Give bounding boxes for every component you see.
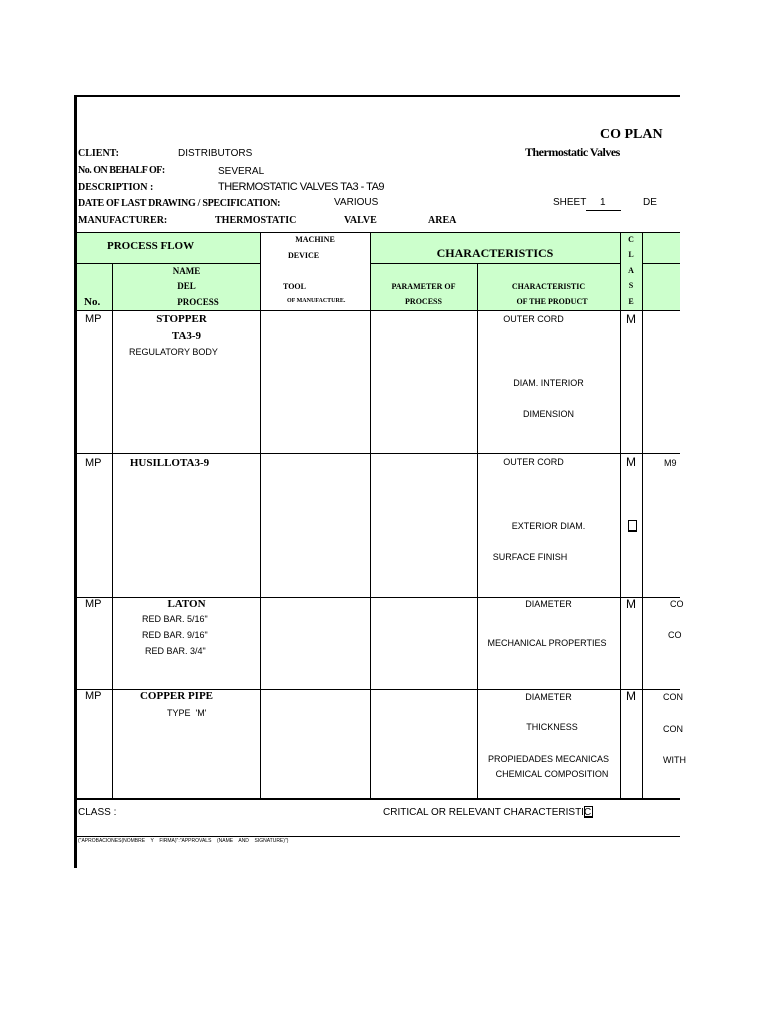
row4-extra-3: WITH — [663, 755, 686, 765]
row3-sub-2: RED BAR. 9/16" — [142, 630, 208, 640]
row1-bottom-line — [77, 453, 680, 454]
header-no: No. — [84, 296, 101, 308]
header-process-flow: PROCESS FLOW — [107, 240, 195, 252]
row3-extra-1: CO — [670, 599, 684, 609]
sheet-label: SHEET — [553, 197, 587, 208]
row4-sub-1: TYPE 'M' — [167, 708, 207, 718]
critical-label: CRITICAL OR RELEVANT CHARACTERISTIC — [383, 807, 592, 818]
header-tool: TOOL — [283, 282, 306, 291]
row2-no: MP — [85, 457, 102, 469]
col-line-clase-right — [642, 232, 643, 799]
page-left-border — [74, 95, 77, 868]
behalf-value: SEVERAL — [218, 166, 265, 177]
manufacturer-word2: VALVE — [344, 215, 377, 226]
row1-no: MP — [85, 313, 102, 325]
row4-char-1: DIAMETER — [525, 692, 572, 702]
description-label: DESCRIPTION : — [78, 182, 154, 193]
row4-extra-1: CON — [663, 692, 683, 702]
col-line-char — [477, 263, 478, 799]
date-value: VARIOUS — [334, 197, 379, 208]
sheet-of: DE — [643, 197, 657, 208]
behalf-label: No. ON BEHALF OF: — [78, 165, 165, 176]
sheet-underline — [586, 210, 621, 211]
manufacturer-word1: THERMOSTATIC — [215, 215, 297, 226]
description-value: THERMOSTATIC VALVES TA3 - TA9 — [218, 181, 385, 193]
page-subtitle: Thermostatic Valves — [525, 145, 620, 159]
col-line-param — [370, 232, 371, 799]
header-process: PROCESS — [177, 297, 219, 307]
manufacturer-word3: AREA — [428, 215, 457, 226]
header-name: NAME — [172, 266, 201, 276]
header-char-2: OF THE PRODUCT — [516, 297, 588, 306]
row3-class: M — [626, 597, 636, 611]
row1-name-2: TA3-9 — [171, 330, 202, 342]
table-bottom-line — [77, 798, 680, 800]
row1-name-1: STOPPER — [156, 313, 207, 325]
row1-char-3: DIMENSION — [522, 409, 574, 419]
header-clase-c: C — [628, 235, 634, 244]
row3-char-2: MECHANICAL PROPERTIES — [487, 638, 607, 648]
row3-sub-3: RED BAR. 3/4" — [145, 646, 206, 656]
header-char-1: CHARACTERISTIC — [511, 282, 586, 291]
header-param-2: PROCESS — [405, 297, 442, 306]
row3-extra-2: CO — [668, 630, 682, 640]
row3-no: MP — [85, 598, 102, 610]
row1-class: M — [626, 312, 636, 326]
client-label: CLIENT: — [78, 148, 119, 159]
row2-extra-1: M9 — [664, 458, 677, 468]
header-clase-e: E — [628, 297, 634, 306]
header-mid-line-left — [77, 263, 260, 264]
class-label: CLASS : — [78, 807, 117, 818]
client-value: DISTRIBUTORS — [178, 148, 253, 159]
header-param-1: PARAMETER OF — [391, 282, 456, 291]
col-line-name — [112, 263, 113, 799]
header-clase-s: S — [628, 281, 634, 290]
row2-char-3: SURFACE FINISH — [492, 552, 568, 562]
header-device: DEVICE — [288, 251, 320, 260]
row4-char-2: THICKNESS — [526, 722, 578, 732]
col-line-machine — [260, 232, 261, 799]
header-of-manufacture: OF MANUFACTURE. — [287, 298, 346, 304]
row4-class: M — [626, 689, 636, 703]
row2-class: M — [626, 455, 636, 469]
header-mid-line-far — [642, 263, 680, 264]
date-label: DATE OF LAST DRAWING / SPECIFICATION: — [78, 198, 281, 209]
row1-char-1: OUTER CORD — [503, 314, 564, 324]
table-top-line — [77, 232, 680, 233]
row3-sub-1: RED BAR. 5/16" — [142, 614, 208, 624]
manufacturer-label: MANUFACTURER: — [78, 215, 168, 226]
row3-char-1: DIAMETER — [525, 599, 572, 609]
row4-char-4: CHEMICAL COMPOSITION — [495, 769, 609, 779]
row4-name-1: COPPER PIPE — [139, 690, 214, 702]
row4-no: MP — [85, 690, 102, 702]
row2-critical-icon — [628, 517, 637, 535]
header-characteristics: CHARACTERISTICS — [436, 246, 554, 260]
footer-line — [77, 836, 680, 837]
row2-char-2: EXTERIOR DIAM. — [511, 521, 586, 531]
row2-name-1: HUSILLOTA3-9 — [129, 457, 210, 469]
sheet-value: 1 — [600, 197, 606, 208]
row2-char-1: OUTER CORD — [503, 457, 564, 467]
header-machine: MACHINE — [295, 235, 335, 244]
row3-name-1: LATON — [167, 598, 206, 610]
critical-icon — [584, 803, 593, 821]
page-title: CO PLAN — [600, 127, 663, 142]
row4-extra-2: CON — [663, 724, 683, 734]
header-bottom-line — [77, 310, 680, 311]
header-del: DEL — [177, 281, 196, 291]
row1-sub-1: REGULATORY BODY — [129, 347, 218, 357]
approvals-text: ("APROBACIONES(NOMBRE Y FIRMA)":"APPROVALS (NAME AND SIGNATURE)") — [78, 838, 289, 844]
row1-char-2: DIAM. INTERIOR — [513, 378, 584, 388]
header-clase-a: A — [628, 266, 634, 275]
header-clase-l: L — [628, 250, 634, 259]
header-mid-line-right — [370, 263, 620, 264]
page-top-border — [74, 95, 680, 97]
row4-char-3: PROPIEDADES MECANICAS — [487, 754, 610, 764]
